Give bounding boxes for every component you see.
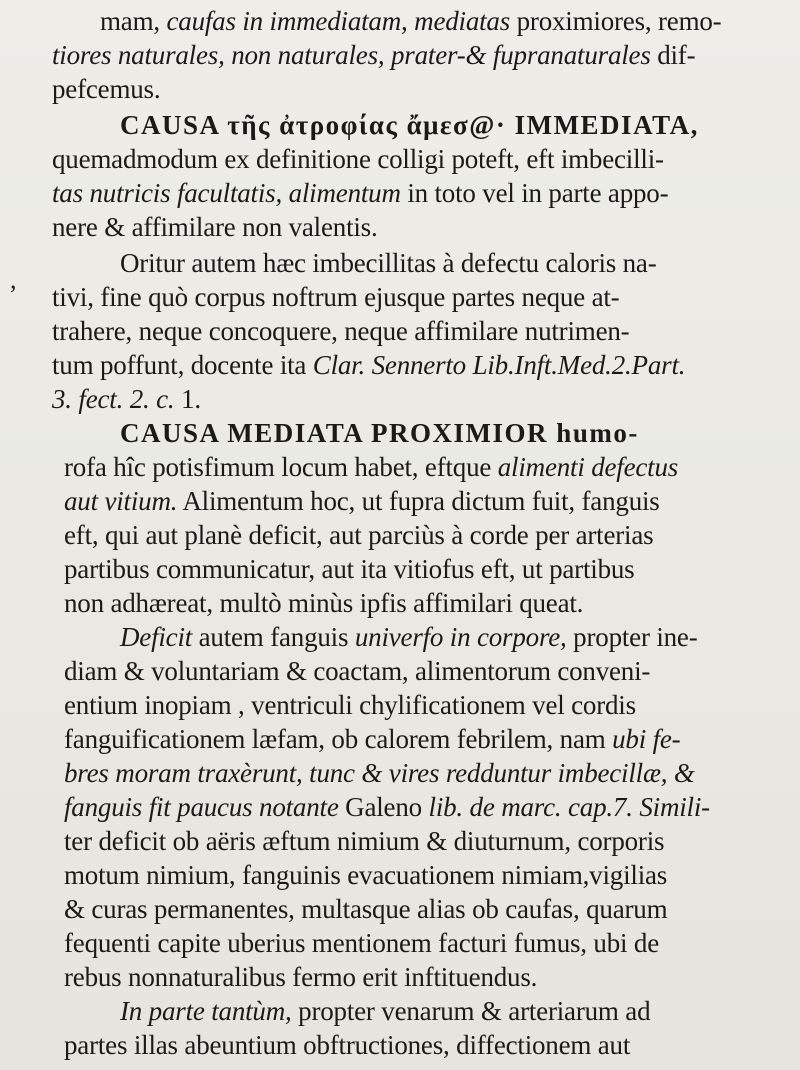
text-line: fanguificationem læfam, ob calorem febrilem, nam ubi fe- <box>64 724 681 754</box>
text-line: non adhæreat, multò minùs ipfis affimilari queat. <box>64 588 584 618</box>
text-line: eft, qui aut planè deficit, aut parciùs à corde per arterias <box>64 520 654 550</box>
text-line: quemadmodum ex definitione colligi poteft, eft imbecilli- <box>52 144 664 174</box>
text-line: CAUSA MEDIATA PROXIMIOR humo- <box>120 418 639 448</box>
text-line: pefcemus. <box>52 74 161 104</box>
text-line: tas nutricis facultatis, alimentum in toto vel in parte appo- <box>52 178 669 208</box>
text-line: ter deficit ob aëris æftum nimium & diuturnum, corporis <box>64 826 665 856</box>
text-line: tiores naturales, non naturales, prater-& fupranaturales dif- <box>52 40 696 70</box>
text-line: CAUSA τῆς ἀτροφίας ἄμεσ@· IMMEDIATA, <box>120 110 699 140</box>
text-line: bres moram traxèrunt, tunc & vires redduntur imbecillæ, & <box>64 758 695 788</box>
text-line: rofa hîc potisfimum locum habet, eftque alimenti defectus <box>64 452 679 482</box>
text-line: diam & voluntariam & coactam, alimentorum conveni- <box>64 656 651 686</box>
text-line: Deficit autem fanguis univerfo in corpore, propter ine- <box>120 622 698 652</box>
text-line: partes illas abeuntium obftructiones, diffectionem aut <box>64 1030 631 1060</box>
text-line: tum poffunt, docente ita Clar. Sennerto Lib.Inft.Med.2.Part. <box>52 350 686 380</box>
text-line: aut vitium. Alimentum hoc, ut fupra dictum fuit, fanguis <box>64 486 660 516</box>
text-line: fequenti capite uberius mentionem facturi fumus, ubi de <box>64 928 659 958</box>
text-line: tivi, fine quò corpus noftrum ejusque partes neque at- <box>52 282 620 312</box>
text-line: & curas permanentes, multasque alias ob caufas, quarum <box>64 894 668 924</box>
text-line: In parte tantùm, propter venarum & arteriarum ad <box>120 996 651 1026</box>
text-line: mam, caufas in immediatam, mediatas proximiores, remo- <box>100 6 722 36</box>
margin-mark: , <box>10 265 17 294</box>
text-line: trahere, neque concoquere, neque affimilare nutrimen- <box>52 316 630 346</box>
text-line: entium inopiam , ventriculi chylificationem vel cordis <box>64 690 636 720</box>
text-line: 3. fect. 2. c. 1. <box>52 384 201 414</box>
text-line: nere & affimilare non valentis. <box>52 212 378 242</box>
text-line: motum nimium, fanguinis evacuationem nimiam,vigilias <box>64 860 668 890</box>
text-line: Oritur autem hæc imbecillitas à defectu caloris na- <box>120 248 657 278</box>
text-line: partibus communicatur, aut ita vitiofus eft, ut partibus <box>64 554 635 584</box>
text-line: rebus nonnaturalibus fermo erit inftituendus. <box>64 962 538 992</box>
text-line: fanguis fit paucus notante Galeno lib. de marc. cap.7. Simili- <box>64 792 710 822</box>
